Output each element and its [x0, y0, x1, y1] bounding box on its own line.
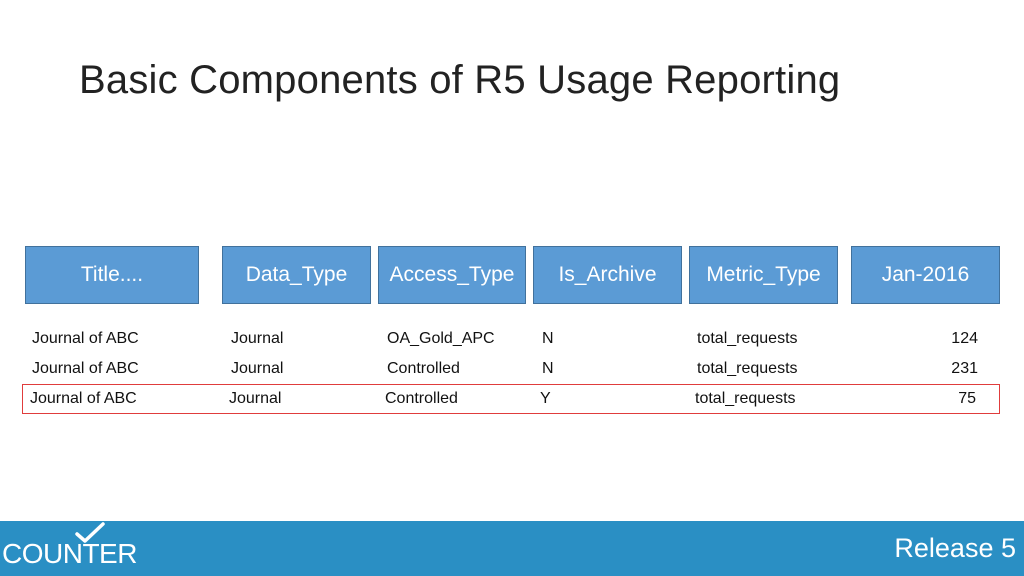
- counter-logo: COUNTER: [2, 538, 137, 569]
- table-cell-data-type: Journal: [231, 360, 284, 377]
- table-cell-title: Journal of ABC: [30, 390, 137, 407]
- table-cell-metric-type: total_requests: [697, 360, 798, 377]
- checkmark-icon: [75, 522, 105, 544]
- column-header-data-type: Data_Type: [222, 246, 371, 304]
- footer-bar: [0, 521, 1024, 576]
- table-cell-jan-2016: 231: [951, 360, 978, 377]
- table-cell-access-type: OA_Gold_APC: [387, 330, 495, 347]
- column-header-is-archive: Is_Archive: [533, 246, 682, 304]
- highlighted-row-outline: [22, 384, 1000, 414]
- table-cell-access-type: Controlled: [385, 390, 458, 407]
- table-cell-access-type: Controlled: [387, 360, 460, 377]
- slide-title: Basic Components of R5 Usage Reporting: [79, 58, 841, 102]
- table-cell-title: Journal of ABC: [32, 330, 139, 347]
- table-cell-is-archive: Y: [540, 390, 551, 407]
- table-cell-data-type: Journal: [229, 390, 282, 407]
- table-cell-jan-2016: 124: [951, 330, 978, 347]
- column-header-title: Title....: [25, 246, 199, 304]
- table-cell-is-archive: N: [542, 360, 554, 377]
- table-cell-data-type: Journal: [231, 330, 284, 347]
- table-cell-metric-type: total_requests: [695, 390, 796, 407]
- column-header-metric-type: Metric_Type: [689, 246, 838, 304]
- release-label: Release 5: [894, 533, 1016, 563]
- table-cell-is-archive: N: [542, 330, 554, 347]
- column-header-access-type: Access_Type: [378, 246, 526, 304]
- table-cell-jan-2016: 75: [958, 390, 976, 407]
- column-header-jan-2016: Jan-2016: [851, 246, 1000, 304]
- table-cell-title: Journal of ABC: [32, 360, 139, 377]
- table-cell-metric-type: total_requests: [697, 330, 798, 347]
